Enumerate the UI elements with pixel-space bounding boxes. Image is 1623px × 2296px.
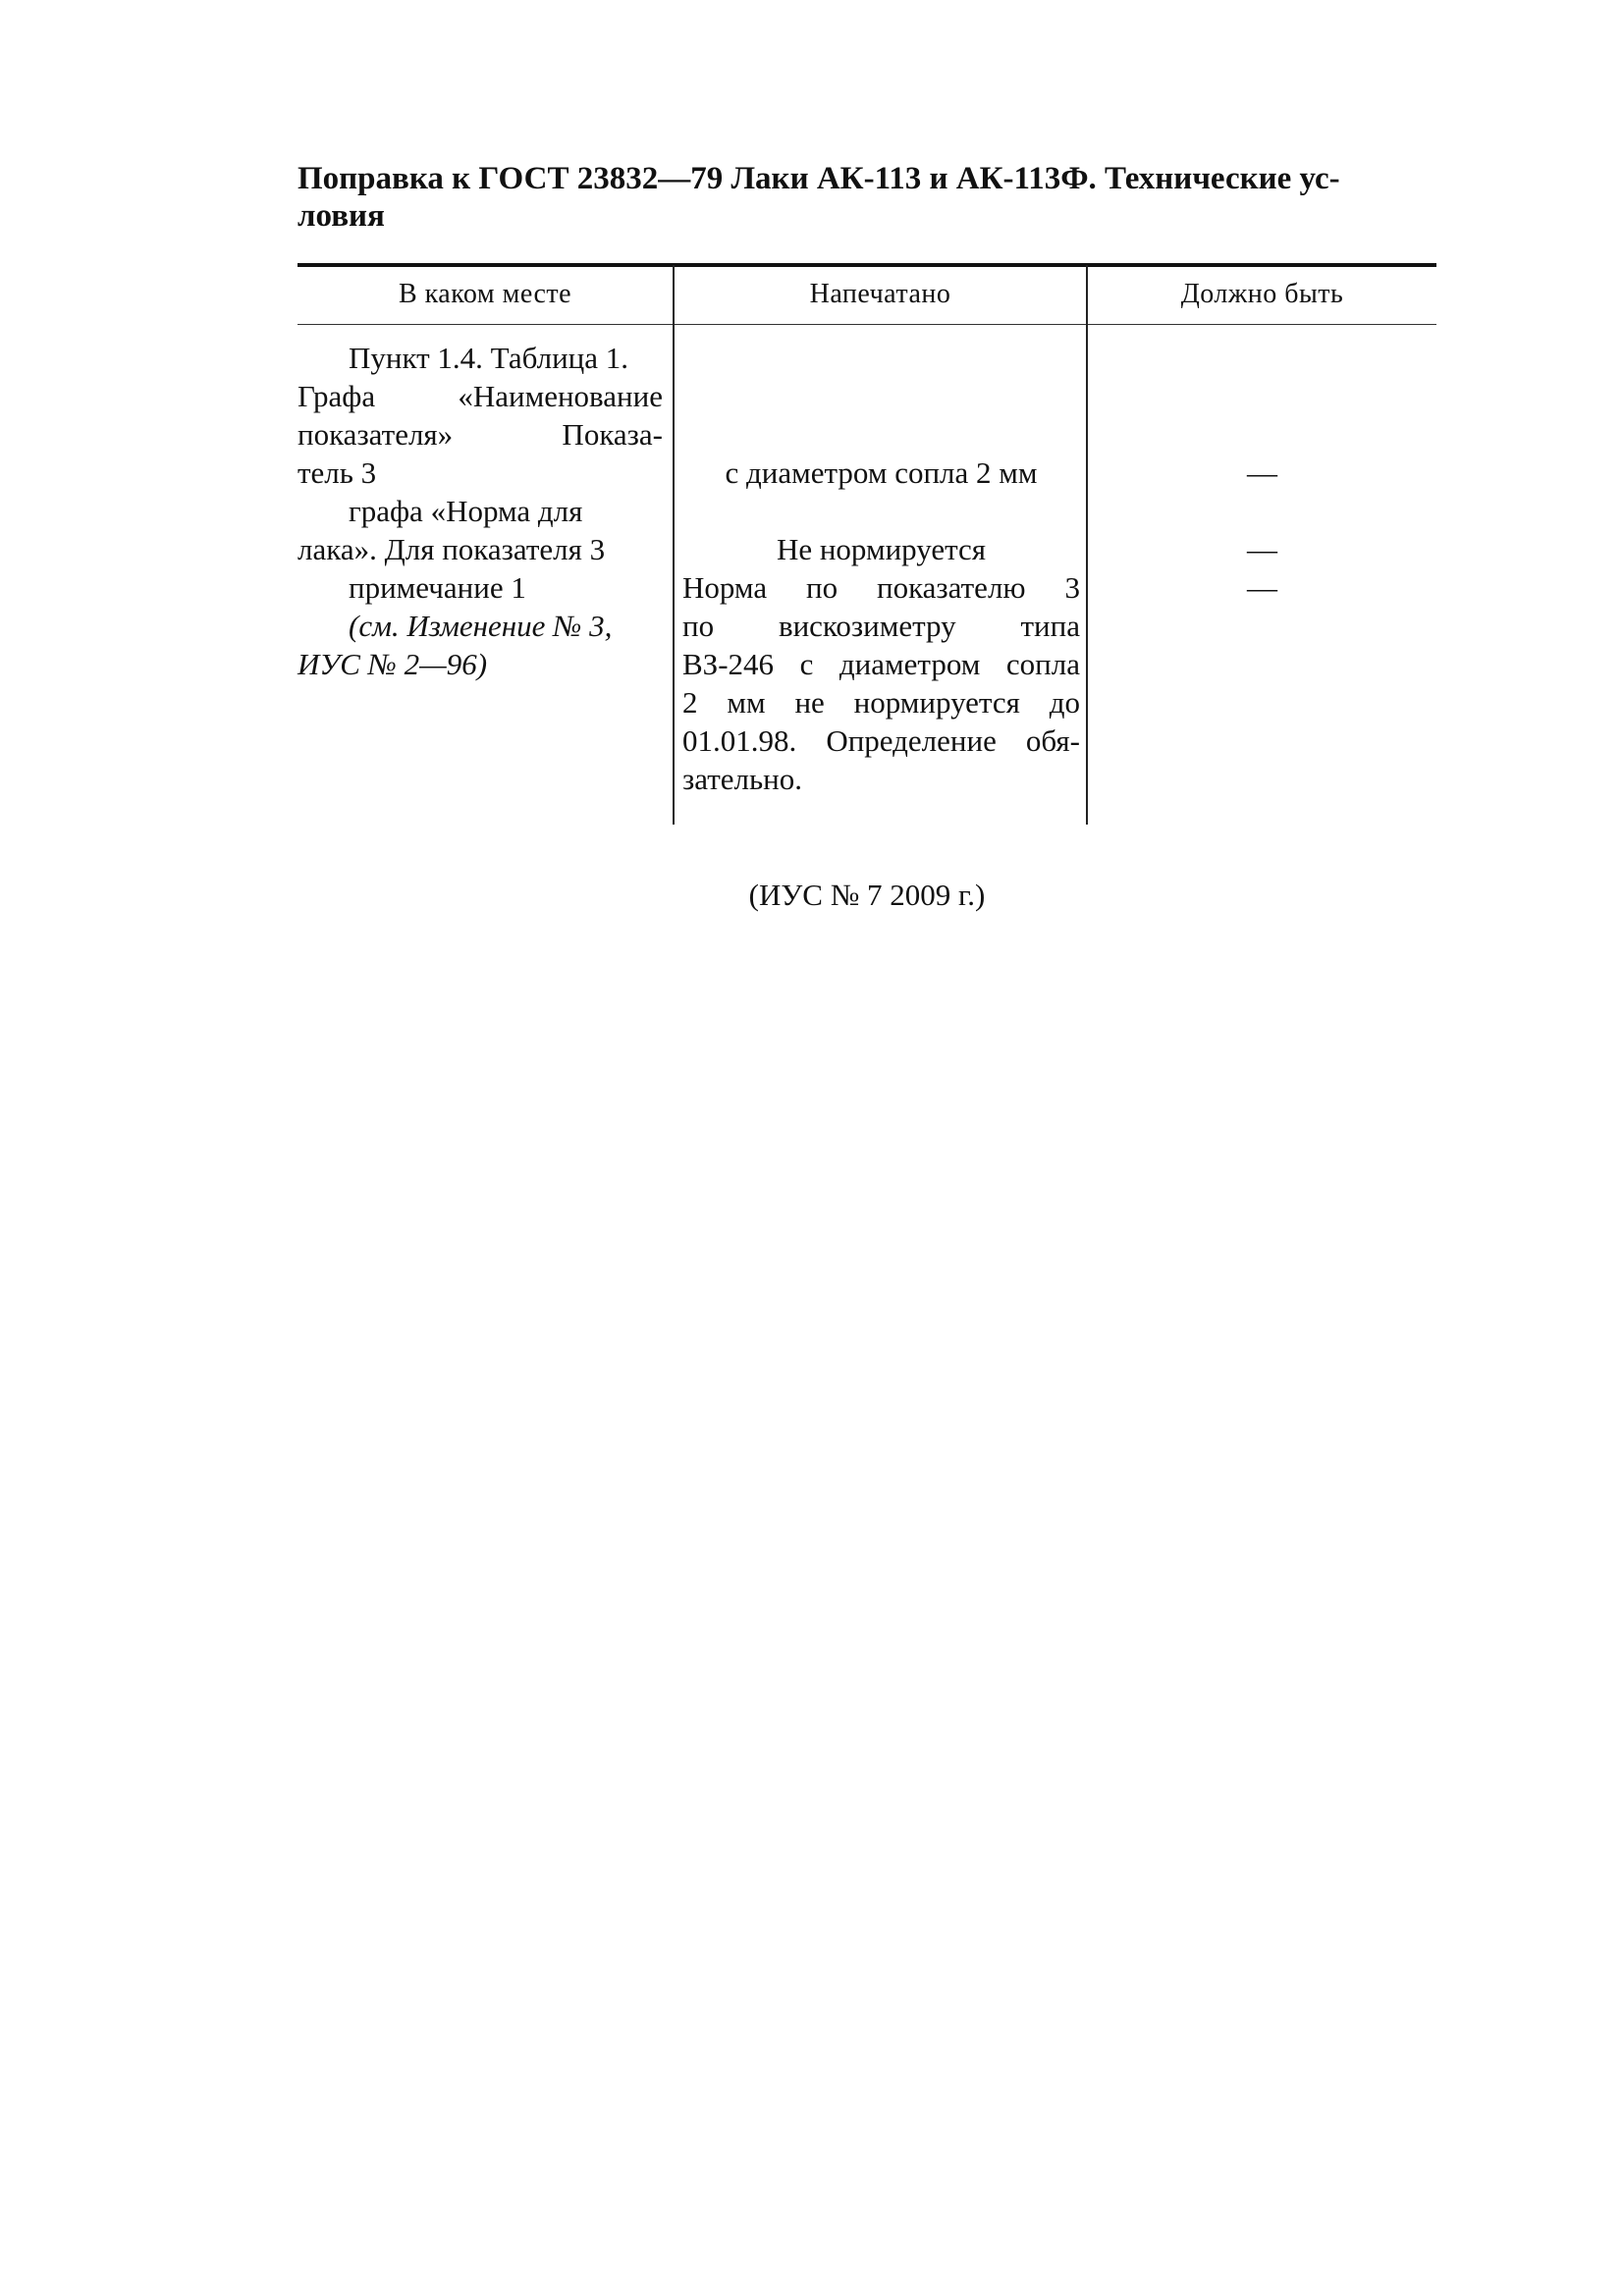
printed-line: 01.01.98. Определение обя-	[682, 723, 1080, 758]
amendment-table	[298, 263, 1436, 825]
place-line: Пункт 1.4. Таблица 1.	[349, 341, 629, 375]
printed-text: Не нормируется	[776, 532, 987, 566]
title-line-1: Поправка к ГОСТ 23832—79 Лаки АК-113 и АК-113Ф. Технические ус-	[298, 161, 1340, 196]
table-top-rule	[298, 263, 1436, 267]
printed-cell-1	[682, 454, 1080, 492]
place-line: ИУС № 2—96)	[298, 647, 488, 681]
header-printed: Напечатано	[809, 279, 951, 309]
title-line-2: ловия	[298, 198, 385, 234]
document-title	[298, 160, 1436, 235]
printed-line: 2 мм не нормируется до	[682, 685, 1080, 720]
source-note: (ИУС № 7 2009 г.)	[748, 878, 986, 912]
place-line: графа «Норма для	[349, 494, 583, 528]
header-place: В каком месте	[398, 279, 572, 309]
printed-cell-3	[682, 568, 1080, 798]
place-cell	[298, 339, 663, 683]
header-should-be: Должно быть	[1180, 279, 1344, 309]
printed-cell-2	[682, 530, 1080, 568]
place-line: (см. Изменение № 3,	[349, 609, 613, 643]
should-be-dash: —	[1247, 455, 1277, 490]
place-line: лака». Для показателя 3	[298, 532, 606, 566]
place-line: Графа «Наименование	[298, 379, 663, 413]
printed-line: Норма по показателю 3	[682, 570, 1080, 605]
should-be-dash: —	[1247, 532, 1277, 566]
printed-line: зательно.	[682, 762, 802, 796]
printed-line: ВЗ-246 с диаметром сопла	[682, 647, 1080, 681]
place-line: тель 3	[298, 455, 377, 490]
place-line: показателя» Показа-	[298, 417, 663, 452]
should-be-dash: —	[1247, 570, 1277, 605]
printed-line: по вискозиметру типа	[682, 609, 1080, 643]
printed-text: с диаметром сопла 2 мм	[725, 455, 1038, 490]
table-header-rule	[298, 324, 1436, 325]
place-line: примечание 1	[349, 570, 526, 605]
column-divider-1	[673, 265, 675, 825]
